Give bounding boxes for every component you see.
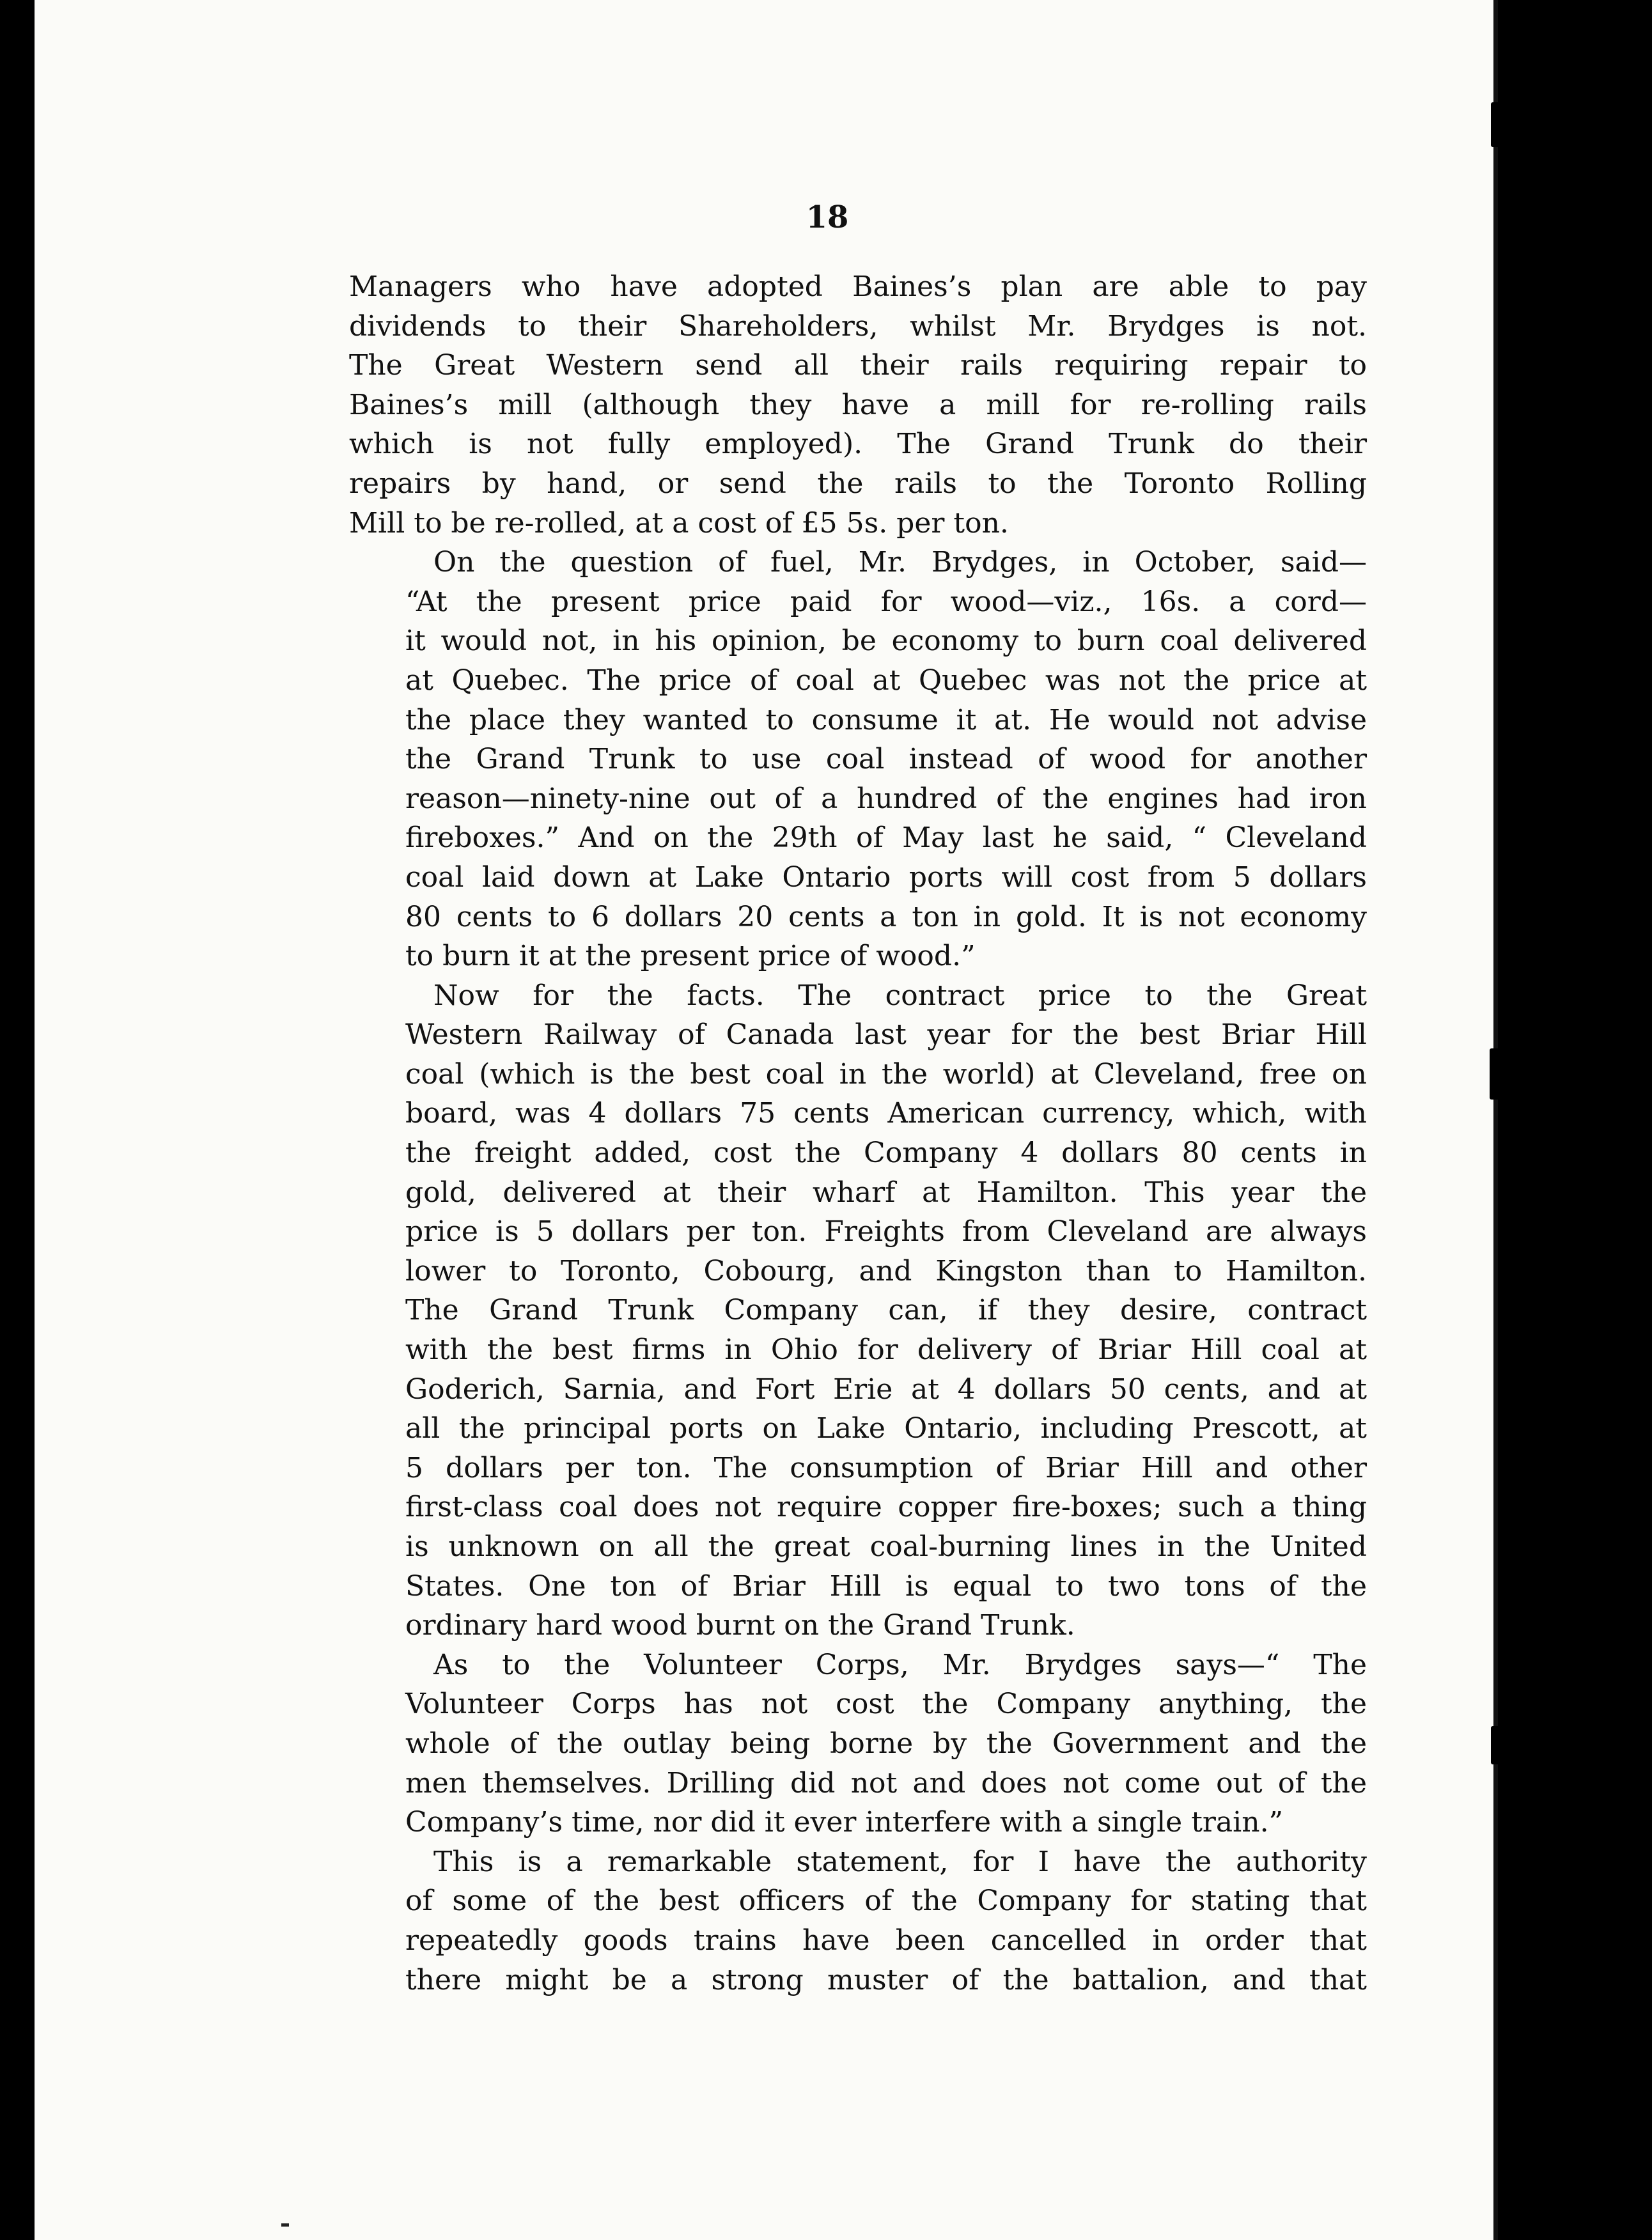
paragraph — [349, 1842, 1367, 2000]
text-line: The Grand Trunk Company can, if they desire, contract — [405, 1294, 1367, 1327]
text-line: 80 cents to 6 dollars 20 cents a ton in gold. It is not economy — [405, 900, 1367, 933]
text-line: repeatedly goods trains have been cancelled in order that — [405, 1924, 1367, 1957]
text-line: repairs by hand, or send the rails to the Toronto Rolling — [349, 467, 1367, 500]
text-line: to burn it at the present price of wood.” — [405, 940, 976, 973]
paragraph — [349, 267, 1367, 543]
book-page — [35, 0, 1497, 2240]
text-line: The Great Western send all their rails requiring repair to — [349, 349, 1367, 382]
text-line: coal (which is the best coal in the world) at Cleveland, free on — [405, 1057, 1367, 1091]
text-line: States. One ton of Briar Hill is equal to two tons of the — [405, 1569, 1367, 1603]
text-line: Volunteer Corps has not cost the Company anything, the — [405, 1688, 1367, 1721]
text-line: price is 5 dollars per ton. Freights from Cleveland are always — [405, 1215, 1367, 1248]
text-line: Managers who have adopted Baines’s plan are able to pay — [349, 270, 1367, 303]
text-line: with the best firms in Ohio for delivery of Briar Hill coal at — [405, 1334, 1367, 1367]
text-line: Company’s time, nor did it ever interfere with a single train.” — [405, 1806, 1284, 1839]
text-line: all the principal ports on Lake Ontario, including Prescott, at — [405, 1412, 1367, 1445]
text-line: Western Railway of Canada last year for the best Briar Hill — [405, 1018, 1367, 1052]
text-line: reason—ninety-nine out of a hundred of the engines had iron — [405, 782, 1367, 815]
text-line: This is a remarkable statement, for I have the authority — [433, 1845, 1367, 1878]
edge-speck-lower — [1491, 1726, 1501, 1764]
text-line: at Quebec. The price of coal at Quebec was not the price at — [405, 664, 1367, 697]
text-line: coal laid down at Lake Ontario ports will cost from 5 dollars — [405, 860, 1367, 894]
text-line: whole of the outlay being borne by the Government and the — [405, 1727, 1367, 1760]
text-line: On the question of fuel, Mr. Brydges, in October, said— — [433, 546, 1367, 579]
text-line: first-class coal does not require copper fire-boxes; such a thing — [405, 1491, 1367, 1524]
text-line: Goderich, Sarnia, and Fort Erie at 4 dollars 50 cents, and at — [405, 1373, 1367, 1406]
text-line: of some of the best officers of the Company for stating that — [405, 1885, 1367, 1918]
paragraph — [349, 543, 1367, 976]
text-line: As to the Volunteer Corps, Mr. Brydges says—“ The — [433, 1648, 1367, 1681]
text-line: fireboxes.” And on the 29th of May last he said, “ Cleveland — [405, 821, 1367, 855]
edge-speck-top — [1491, 102, 1501, 147]
text-line: board, was 4 dollars 75 cents American currency, which, with — [405, 1097, 1367, 1130]
scan-speck — [281, 2223, 289, 2227]
text-line: it would not, in his opinion, be economy to burn coal delivered — [405, 625, 1367, 658]
text-line: the freight added, cost the Company 4 dollars 80 cents in — [405, 1137, 1367, 1170]
text-line: Baines’s mill (although they have a mill for re-rolling rails — [349, 388, 1367, 421]
text-line: there might be a strong muster of the battalion, and that — [405, 1963, 1367, 1996]
text-line: men themselves. Drilling did not and does not come out of the — [405, 1766, 1367, 1800]
text-line: the place they wanted to consume it at. He would not advise — [405, 703, 1367, 736]
paragraph — [349, 976, 1367, 1645]
text-line: 5 dollars per ton. The consumption of Briar Hill and other — [405, 1451, 1367, 1484]
text-line: which is not fully employed). The Grand Trunk do their — [349, 428, 1367, 461]
text-line: “At the present price paid for wood—viz., 16s. a cord— — [405, 585, 1367, 618]
edge-speck-middle — [1490, 1048, 1500, 1100]
text-line: gold, delivered at their wharf at Hamilton. This year the — [405, 1176, 1367, 1209]
text-line: the Grand Trunk to use coal instead of wood for another — [405, 743, 1367, 776]
text-line: Now for the facts. The contract price to the Great — [433, 979, 1367, 1012]
text-line: Mill to be re-rolled, at a cost of £5 5s. per ton. — [349, 506, 1009, 540]
page-edge-line — [1493, 0, 1498, 2240]
text-line: ordinary hard wood burnt on the Grand Trunk. — [405, 1609, 1075, 1642]
page-number: 18 — [806, 199, 849, 235]
paragraph — [349, 1645, 1367, 1842]
text-line: is unknown on all the great coal-burning lines in the United — [405, 1530, 1367, 1563]
text-line: lower to Toronto, Cobourg, and Kingston than to Hamilton. — [405, 1254, 1367, 1287]
text-line: dividends to their Shareholders, whilst Mr. Brydges is not. — [349, 309, 1367, 343]
body-text — [349, 267, 1367, 2000]
